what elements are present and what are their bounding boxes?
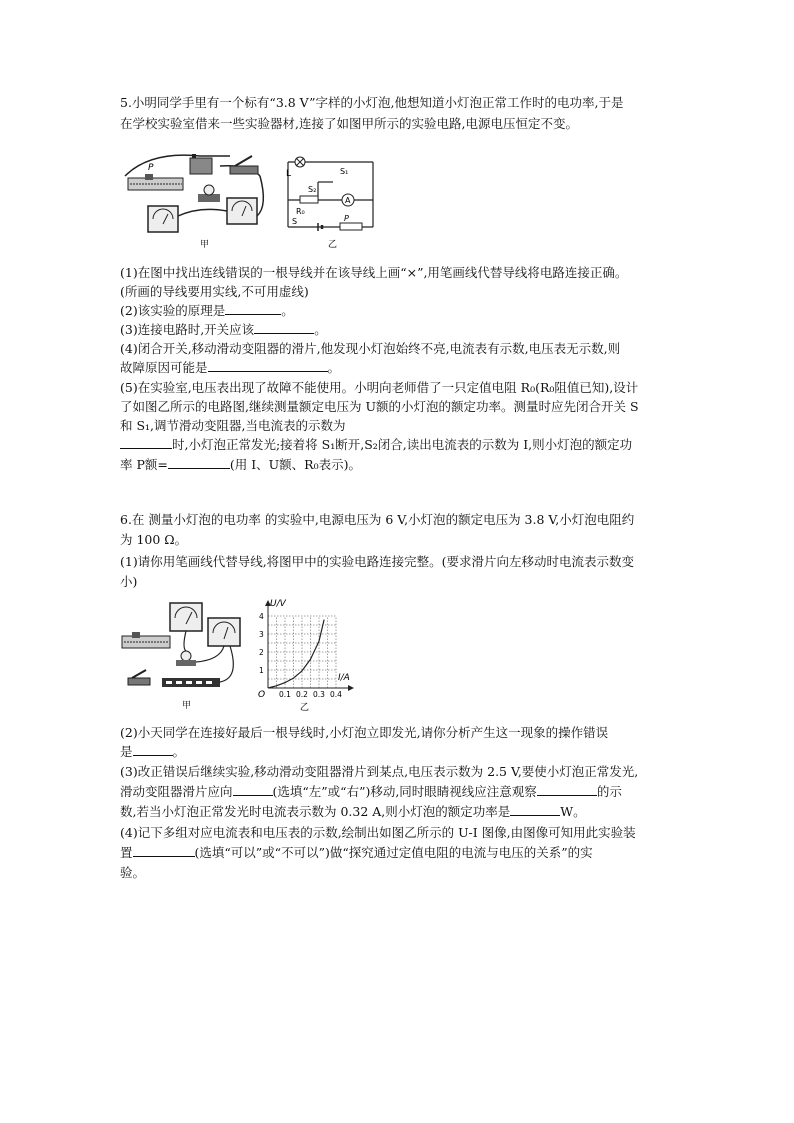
q5-part5-line1: (5)在实验室,电压表出现了故障不能使用。小明向老师借了一只定值电阻 R₀(R₀阻值已知),设计 [120, 380, 639, 395]
q5-stem-line1: 5.小明同学手里有一个标有“3.8 V”字样的小灯泡,他想知道小灯泡正常工作时的电功率,于是 [120, 95, 624, 110]
y-tick-label: 4 [259, 612, 264, 621]
q5-figure-jia [120, 146, 270, 251]
q6-part1-line1: (1)请你用笔画线代替导线,将图甲中的实验电路连接完整。(要求滑片向左移动时电流表示数变 [120, 554, 635, 569]
q5-part4-line2 [120, 359, 700, 377]
q5-part2-blank[interactable] [225, 302, 281, 315]
q5-part4-end: 。 [327, 360, 341, 375]
q5-part1-line1: (1)在图中找出连线错误的一根导线并在该导线上画“×”,用笔画线代替导线将电路连接正确。 [120, 265, 628, 280]
q5-part5-line4 [120, 436, 700, 454]
q6-part4-text2: (选填“可以”或“不可以”)做“探究通过定值电阻的电流与电压的关系”的实 [194, 845, 593, 860]
q6-part4-line1: (4)记下多组对应电流表和电压表的示数,绘制出如图乙所示的 U-I 图像,由图像可知用此实验装 [120, 825, 636, 840]
x-axis-arrow [348, 685, 354, 691]
q6-part4-blank[interactable] [133, 844, 195, 857]
q6-part3-text1: 滑动变阻器滑片应向 [120, 784, 233, 799]
x-tick-label: 0.1 [279, 690, 291, 699]
q6-part2-end: 。 [172, 744, 186, 759]
q6-part1-line2: 小) [120, 574, 138, 589]
q5-jia-p-label: P [148, 163, 154, 173]
q6-part3-blank3[interactable] [510, 803, 560, 816]
q6-jia-caption: 甲 [182, 701, 192, 711]
q6-figure-jia [120, 598, 255, 713]
q5-part5-line5 [120, 456, 700, 474]
q5-part2 [120, 302, 700, 320]
q5-yi-l-label: L [286, 169, 292, 179]
q5-yi-r0-label: R₀ [296, 207, 305, 216]
y-tick-label: 1 [259, 666, 264, 675]
q6-part4-line2 [120, 844, 700, 862]
q5-yi-s-label: S [292, 217, 298, 226]
q5-part1-line2: (所画的导线要用实线,不可用虚线) [120, 284, 309, 299]
q6-part3-text3: 的示 [596, 784, 622, 799]
q6-stem-line1: 6.在 测量小灯泡的电功率 的实验中,电源电压为 6 V,小灯泡的额定电压为 3.8 V,小灯泡电阻约 [120, 512, 635, 527]
x-axis-label: I/A [338, 673, 350, 683]
q5-yi-a-label: A [345, 196, 351, 205]
x-tick-label: 0.4 [330, 690, 342, 699]
q5-part3-end: 。 [314, 322, 327, 337]
q6-ui-chart [250, 596, 360, 714]
q5-part2-text: (2)该实验的原理是 [120, 303, 226, 318]
q6-part3-text2: (选填“左”或“右”)移动,同时眼睛视线应注意观察 [272, 784, 537, 799]
q5-part5-line3: 和 S₁,调节滑动变阻器,当电流表的示数为 [120, 418, 346, 433]
x-tick-label: 0.2 [296, 690, 308, 699]
q5-stem-line2: 在学校实验室借来一些实验器材,连接了如图甲所示的实验电路,电源电压恒定不变。 [120, 116, 578, 131]
q6-yi-caption: 乙 [300, 703, 310, 713]
q5-part4-blank[interactable] [208, 359, 328, 372]
q5-yi-caption: 乙 [328, 240, 338, 250]
q6-part3-unit: W。 [560, 804, 586, 819]
q6-part3-line1: (3)改正错误后继续实验,移动滑动变阻器滑片到某点,电压表示数为 2.5 V,要使小灯泡正常发光, [120, 764, 639, 779]
q6-part4-text1: 置 [120, 845, 133, 860]
q6-part3-blank2[interactable] [537, 783, 597, 796]
q6-part2-text: 是 [120, 744, 133, 759]
q5-part5-line2: 了如图乙所示的电路图,继续测量额定电压为 U额的小灯泡的额定功率。测量时应先闭合开关 S [120, 399, 639, 414]
q6-part4-line3: 验。 [120, 865, 146, 880]
q6-stem-line2: 为 100 Ω。 [120, 532, 188, 547]
q5-part4-line1: (4)闭合开关,移动滑动变阻器的滑片,他发现小灯泡始终不亮,电流表有示数,电压表无示数,则 [120, 341, 621, 356]
q5-part4-text: 故障原因可能是 [120, 360, 208, 375]
q5-part5-text: 时,小灯泡正常发光;接着将 S₁断开,S₂闭合,读出电流表的示数为 I,则小灯泡的额定功 [172, 437, 633, 452]
q5-figure-yi [278, 152, 388, 252]
q5-part2-end: 。 [281, 303, 294, 318]
y-axis-label: U/V [270, 599, 286, 609]
q5-part5-hint: (用 I、U额、R₀表示)。 [229, 457, 361, 472]
q5-part5-blank1[interactable] [120, 436, 172, 449]
q6-part3-blank1[interactable] [233, 783, 273, 796]
q6-part2-line1: (2)小天同学在连接好最后一根导线时,小灯泡立即发光,请你分析产生这一现象的操作错误 [120, 725, 609, 740]
q5-yi-s2-label: S₂ [308, 185, 317, 194]
q5-jia-caption: 甲 [200, 240, 210, 250]
q5-part3-blank[interactable] [254, 321, 314, 334]
q6-part3-text4: 数,若当小灯泡正常发光时电流表示数为 0.32 A,则小灯泡的额定功率是 [120, 804, 511, 819]
q5-part3 [120, 321, 700, 339]
q6-part2-blank[interactable] [133, 743, 173, 756]
origin-label: O [258, 690, 266, 700]
q6-part3-line3 [120, 803, 700, 821]
q5-part3-text: (3)连接电路时,开关应该 [120, 322, 255, 337]
q5-yi-s1-label: S₁ [340, 167, 349, 176]
q5-part5-formula: 率 P额= [120, 457, 168, 472]
q5-part5-blank2[interactable] [168, 456, 230, 469]
x-tick-label: 0.3 [313, 690, 325, 699]
y-tick-label: 3 [259, 630, 264, 639]
y-tick-label: 2 [259, 648, 264, 657]
q6-part2-line2 [120, 743, 700, 761]
q5-yi-p-label: P [344, 214, 349, 223]
q6-part3-line2 [120, 783, 700, 801]
